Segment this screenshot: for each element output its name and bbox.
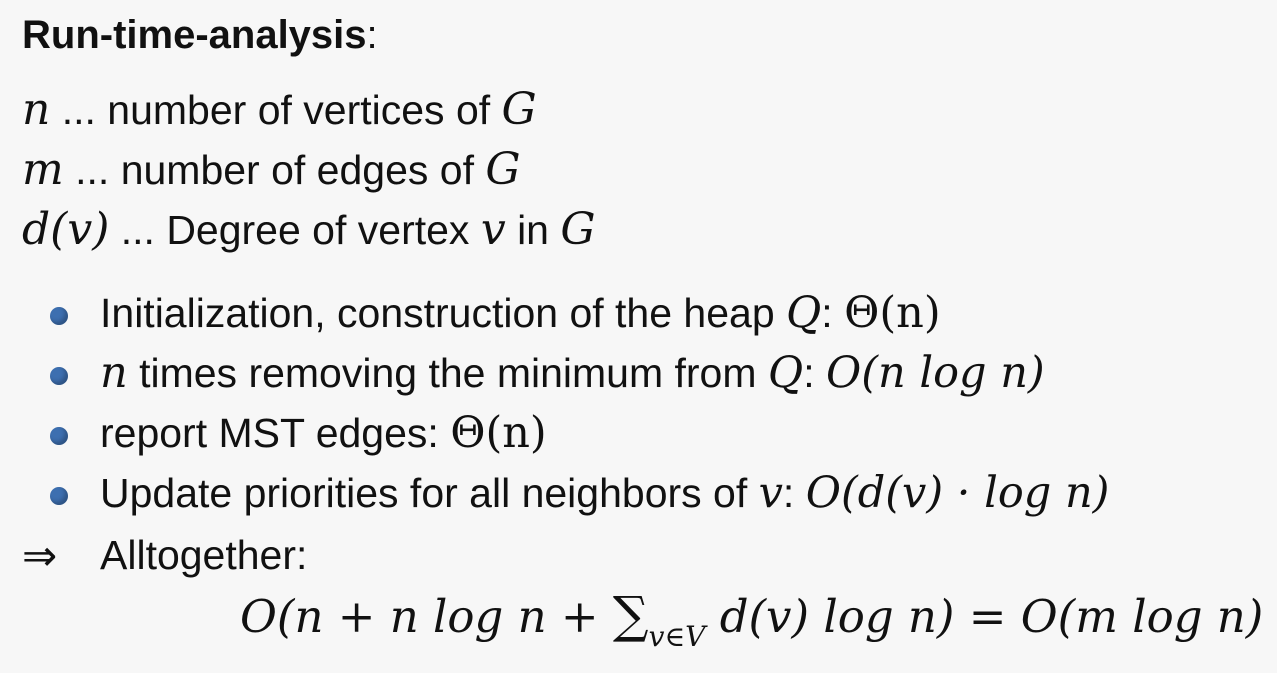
conclusion-label: Alltogether: <box>100 532 308 578</box>
bullet-pre-var: n <box>100 348 128 398</box>
definition-var: v <box>480 204 506 255</box>
bullet-label: times removing the minimum from <box>127 350 768 396</box>
definition-graph: G <box>485 144 521 195</box>
bullet-text <box>100 348 1045 398</box>
title-colon: : <box>366 13 378 57</box>
bullet-text <box>100 408 547 458</box>
definition-symbol: d(v) <box>22 204 110 255</box>
bullet-var: Q <box>786 288 822 338</box>
bullet-sep: : <box>803 350 826 396</box>
definition-graph: G <box>560 204 596 255</box>
bullet-dot-icon <box>50 427 68 445</box>
bullet-text <box>100 288 941 338</box>
slide-title <box>22 15 378 55</box>
implies-arrow-icon: ⇒ <box>22 531 58 580</box>
bullet-label: Update priorities for all neighbors of <box>100 470 759 516</box>
bullet-complexity: O(n log n) <box>825 348 1045 398</box>
formula-left: O(n + n log n + <box>240 590 613 643</box>
definition-n <box>22 84 537 135</box>
bullet-complexity: O(d(v) · log n) <box>805 468 1110 518</box>
definition-degree <box>22 204 596 255</box>
definition-text: ... number of vertices of <box>50 87 502 133</box>
bullet-dot-icon <box>50 487 68 505</box>
definition-symbol: m <box>22 144 64 195</box>
definition-m <box>22 144 521 195</box>
bullet-var: Q <box>767 348 804 398</box>
bullet-label: report MST edges: <box>100 410 451 456</box>
bullet-text <box>100 468 1110 518</box>
definition-symbol: n <box>22 84 51 135</box>
bullet-dot-icon <box>50 367 68 385</box>
bullet-complexity: Θ(n) <box>844 288 941 338</box>
bullet-complexity: Θ(n) <box>450 408 547 458</box>
bullet-dot-icon <box>50 307 68 325</box>
formula-right: d(v) log n) = O(m log n) <box>705 590 1264 643</box>
bullet-sep: : <box>782 470 806 516</box>
bullet-label: Initialization, construction of the heap <box>100 290 787 336</box>
sum-subscript: v∈V <box>648 620 706 653</box>
definition-text: ... number of edges of <box>63 147 486 193</box>
title-text: Run-time-analysis <box>22 13 367 57</box>
total-complexity-formula <box>240 586 1264 653</box>
bullet-sep: : <box>821 290 845 336</box>
definition-text: ... Degree of vertex <box>109 207 481 253</box>
definition-graph: G <box>501 84 537 135</box>
sum-sigma: ∑ <box>612 586 649 644</box>
definition-text-2: in <box>505 207 561 253</box>
bullet-var: v <box>758 468 783 518</box>
